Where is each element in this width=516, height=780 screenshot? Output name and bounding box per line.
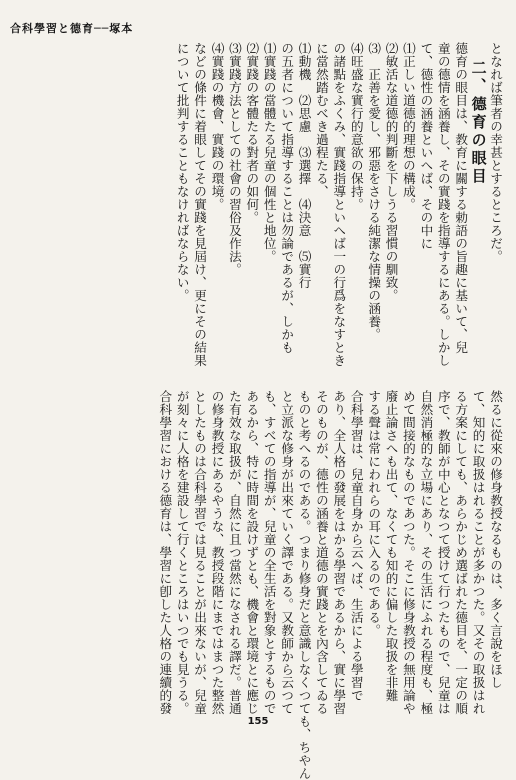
body-line: が刻々に人格を建設して行くところはいつでも見うる。: [174, 390, 190, 715]
body-line: ものと考へるのである。つまり修身だと意識しなくつても、ちやん: [296, 390, 312, 780]
list-item: [382, 42, 399, 342]
body-line: 序で、教師が中心となつて授けて行つたもので、兒童は: [435, 390, 451, 715]
body-line: 合科學習は、兒童自身から云へば、生活による學習で: [348, 390, 364, 702]
list-item-text: ⑴實踐の當體たる兒童の個性と地位。: [261, 42, 277, 263]
list-item-text: ⑶ 正善を愛し、邪惡をさける純潔な情操の涵養。: [366, 42, 382, 341]
body-line: する聲は常にわれらの耳に入るのである。: [366, 390, 382, 637]
list-item: [400, 42, 417, 342]
body-line: 然るに從來の修身教授なるものは、多く言說をほし: [488, 390, 503, 689]
list-item: [365, 42, 382, 342]
list-item-text: ⑵實踐の客體たる對者の如何。: [244, 42, 260, 224]
section-heading-text: 二、德育の眼目: [469, 60, 488, 186]
list-item: [208, 42, 225, 342]
paragraph-line: の諸點をふくみ、實踐指導といへば一の行爲をなすとき: [331, 42, 347, 367]
page-number: 155: [247, 716, 269, 727]
list-item: [243, 42, 260, 342]
steps-text: ⑴動機 ⑵思慮 ⑶選擇 ⑷決意 ⑸實行: [296, 42, 312, 289]
body-line: と立派な修身が出來ていく譯である。又教師から云つて: [279, 390, 295, 715]
list-item-text: ⑴正しい道德的理想の構成。: [400, 42, 416, 211]
list-item: [260, 42, 277, 342]
body-line: あり、全人格の發展をはかる學習であるから、實に學習: [331, 390, 347, 715]
body-line: 合科學習における德育は、學習に卽した人格の連續的發: [157, 390, 173, 715]
paragraph-line: に當然踏むべき過程たる、: [313, 42, 329, 198]
paragraph-line: 德育の眼目は、教育に關する勅語の旨趣に基いて、兒: [453, 42, 469, 354]
paragraph-line: 童の德情を涵養し、その實踐を指導するにある。しかし: [435, 42, 451, 367]
body-line: も、すべての指導が、兒童の全生活を對象とするもので: [261, 390, 277, 715]
body-line: めて間接的なものであつた。そこに修身教授の無用論や: [400, 390, 416, 715]
paragraph-line: の五者について指導することは勿論であるが、しかも: [279, 42, 295, 354]
section-heading: [469, 42, 486, 342]
list-item-text: ⑵敏活な道德的判斷を下しうる習慣の馴致。: [383, 42, 399, 302]
body-line: る方案にしても、あらかじめ選ばれた德目を、一定の順: [453, 390, 469, 715]
list-item-text: ⑷實踐の機會、實踐の環境。: [209, 42, 225, 211]
intro-line: となれば筆者の幸甚とするところだ。: [488, 42, 503, 263]
paragraph-line: などの條件に着眼してその實踐を見屆け、更にその結果: [192, 42, 208, 367]
body-line: て、知的に取扱はれることが多かつた。又その取扱はれ: [470, 390, 486, 715]
paragraph-line: て、德性の涵養といへば、その中に: [418, 42, 434, 250]
upper-text-block: [4, 42, 504, 367]
body-line: としたものは合科學習では見ることが出來ないが、兒童: [192, 390, 208, 715]
body-line: た有效な取扱が、自然に且つ當然になされる譯だ。普通: [226, 390, 242, 715]
body-line: 自然消極的な立場にあり、その生活にふれる程度も、極: [418, 390, 434, 715]
body-line: あるから、特に時間を設けずとも、機會と環境とに應じ: [244, 390, 260, 715]
body-line: 廢止論さへも出て、なくても知的に偏した取扱を非難: [383, 390, 399, 702]
body-line: の修身教授にあるやうな、教授段階にまではまつた整然: [209, 390, 225, 715]
list-item: [226, 42, 243, 342]
list-item: [347, 42, 364, 342]
list-item-text: ⑷旺盛な實行的意欲の保持。: [348, 42, 364, 211]
running-header: 合科學習と德育──塚本: [10, 22, 134, 35]
paragraph-line: について批判することもなければならない。: [174, 42, 190, 302]
steps-line: [295, 42, 312, 342]
body-line: そのものが、德性の涵養と道德の實踐とを內含してゐる: [313, 390, 329, 715]
list-item-text: ⑶實踐方法としての社會の習俗及作法。: [226, 42, 242, 276]
